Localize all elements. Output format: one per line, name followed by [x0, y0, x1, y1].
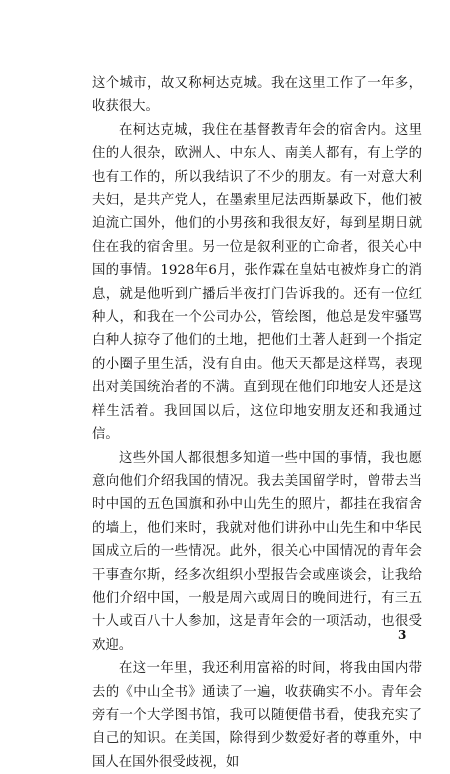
paragraph-dormitory: 在柯达克城，我住在基督教青年会的宿舍内。这里住的人很杂，欧洲人、中东人、南美人都有，有上学的也有工作的，所以我结识了不少的朋友。有一对意大利夫妇，是共产党人，在墨索里尼法西斯暴政下，他们被迫流亡国外，他们的小男孩和我很友好，每到星期日就住在我的宿舍里。另一位是叙利亚的亡命者，很关心中国的事情。1928年6月，张作霖在皇姑屯被炸身亡的消息，就是他听到广播后半夜打门告诉我的。还有一位红种人，和我在一个公司办公，管绘图，他总是发牢骚骂白种人掠夺了他们的土地，把他们土著人赶到一个指定的小圈子里生活，没有自由。他天天都是这样骂，表现出对美国统治者的不满。直到现在他们印地安人还是这样生活着。我回国以后，这位印地安朋友还和我通过信。	[92, 122, 422, 443]
paragraph-continuation: 这个城市，故又称柯达克城。我在这里工作了一年多，收获很大。	[92, 76, 422, 115]
body-text	[92, 72, 422, 774]
paragraph-reading: 在这一年里，我还利用富裕的时间，将我由国内带去的《中山全书》通读了一遍，收获确实不小。青年会旁有一个大学图书馆，我可以随便借书看，使我充实了自己的知识。在美国，除得到少数爱好者的尊重外，中国人在国外很受歧视，如	[92, 661, 422, 770]
paragraph-introducing-china: 这些外国人都很想多知道一些中国的事情，我也愿意向他们介绍我国的情况。我去美国留学时，曾带去当时中国的五色国旗和孙中山先生的照片，都挂在我宿舍的墙上，他们来时，我就对他们讲孙中山先生和中华民国成立后的一些情况。此外，很关心中国情况的青年会干事查尔斯，经多次组织小型报告会或座谈会，让我给他们介绍中国，一般是周六或周日的晚间进行，有三五十人或百八十人参加，这是青年会的一项活动，也很受欢迎。	[92, 450, 422, 653]
page-number: 3	[398, 628, 407, 642]
